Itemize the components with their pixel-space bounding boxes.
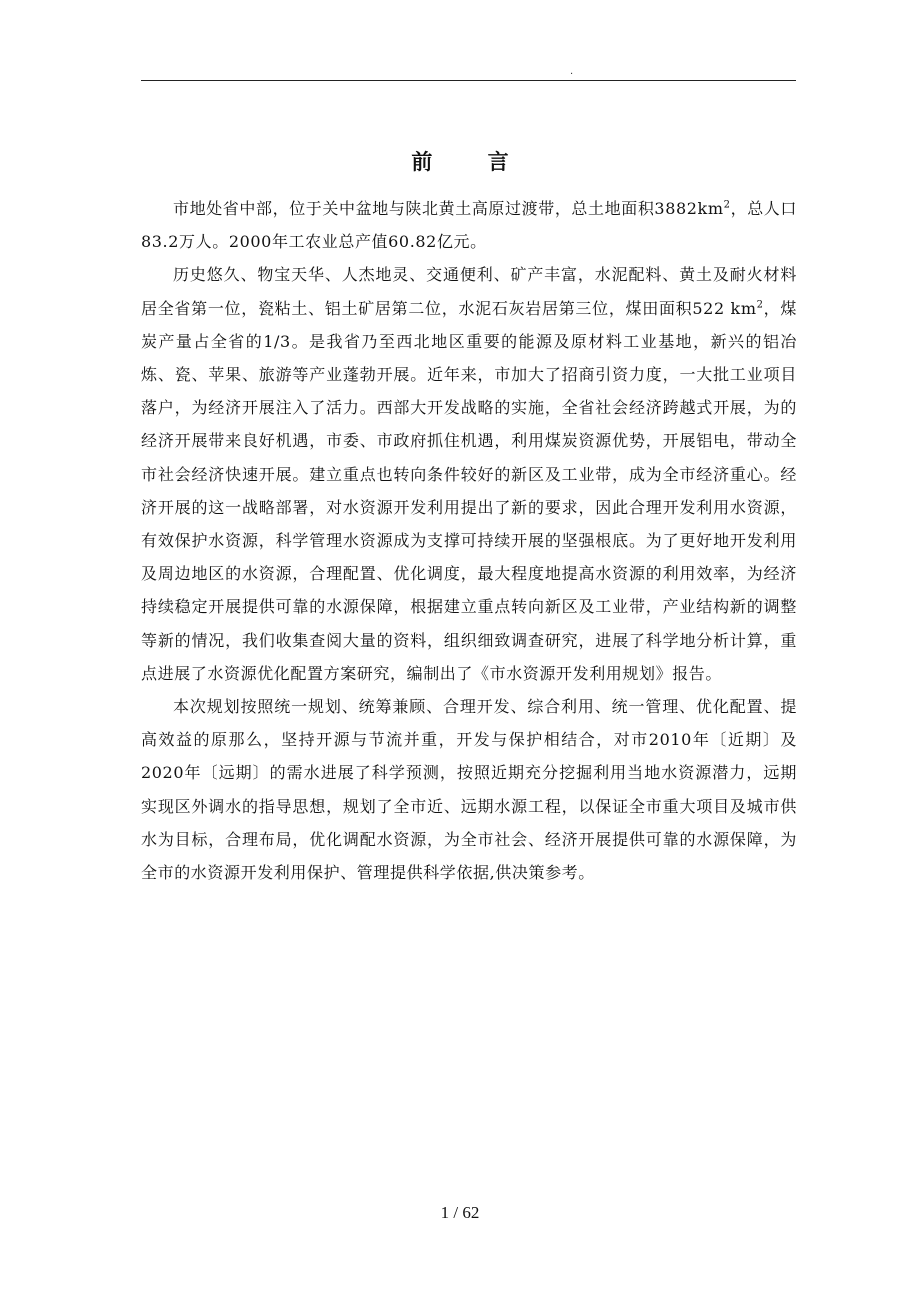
page-number: 1 / 62 xyxy=(440,1203,480,1222)
paragraph-overview-text-a: 市地处省中部，位于关中盆地与陕北黄土高原过渡带，总土地面积3882km xyxy=(173,199,724,218)
paragraph-overview-text-b: ，总人口83.2万人。2000年工农业总产值60.82亿元。 xyxy=(141,199,797,252)
header-rule xyxy=(141,80,796,81)
superscript-2: 2 xyxy=(756,299,764,311)
paragraph-plan: 本次规划按照统一规划、统筹兼顾、合理开发、综合利用、统一管理、优化配置、提高效益的原那么，坚持开源与节流并重，开发与保护相结合，对市2010年〔近期〕及2020年〔远期〕的需水进展了科学预测，按照近期充分挖掘利用当地水资源潜力，远期实现区外调水的指导思想，规划了全市近、远期水源工程，以保证全市重大项目及城市供水为目标，合理布局，优化调配水资源，为全市社会、经济开展提供可靠的水源保障，为全市的水资源开发利用保护、管理提供科学依据,供决策参考。 xyxy=(141,697,797,883)
paragraph-background-text-a: 历史悠久、物宝天华、人杰地灵、交通便利、矿产丰富，水泥配料、黄土及耐火材料居全省第一位，瓷粘土、铝土矿居第二位，水泥石灰岩居第三位，煤田面积522 km xyxy=(141,265,797,318)
page-title: 前 言 xyxy=(411,150,533,174)
paragraph-background xyxy=(141,258,797,690)
body-text xyxy=(141,192,797,889)
superscript-2: 2 xyxy=(723,199,731,211)
header-mark: . xyxy=(570,66,574,77)
paragraph-background-text-b: ，煤炭产量占全省的1/3。是我省乃至西北地区重要的能源及原材料工业基地，新兴的铝冶炼、瓷、苹果、旅游等产业蓬勃开展。近年来，市加大了招商引资力度，一大批工业项目落户，为经济开展注入了活力。西部大开发战略的实施，全省社会经济跨越式开展，为的经济开展带来良好机遇，市委、市政府抓住机遇，利用煤炭资源优势，开展铝电，带动全市社会经济快速开展。建立重点也转向条件较好的新区及工业带，成为全市经济重心。经济开展的这一战略部署，对水资源开发利用提出了新的要求，因此合理开发利用水资源，有效保护水资源，科学管理水资源成为支撑可持续开展的坚强根底。为了更好地开发利用及周边地区的水资源，合理配置、优化调度，最大程度地提高水资源的利用效率，为经济持续稳定开展提供可靠的水源保障，根据建立重点转向新区及工业带，产业结构新的调整等新的情况，我们收集查阅大量的资料，组织细致调查研究，进展了科学地分析计算，重点进展了水资源优化配置方案研究，编制出了《市水资源开发利用规划》报告。 xyxy=(141,298,797,683)
paragraph-overview xyxy=(141,192,797,258)
